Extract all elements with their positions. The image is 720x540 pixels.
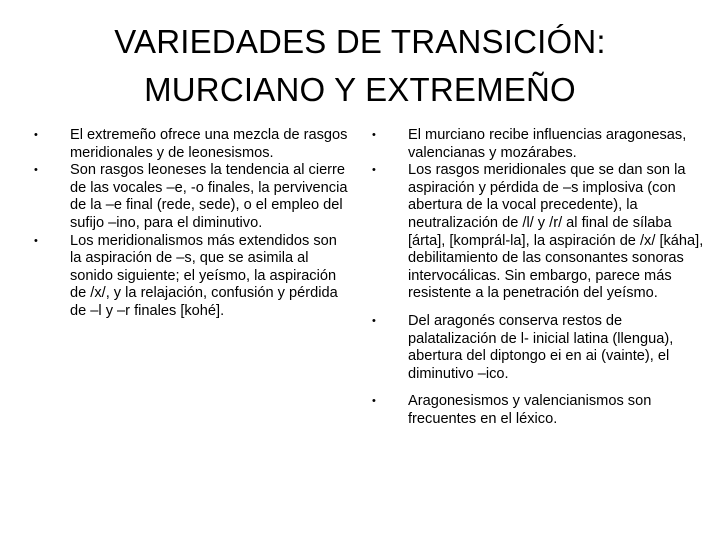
left-bullet-list (40, 127, 352, 321)
title-line-2: MURCIANO Y EXTREMEÑO (144, 71, 576, 108)
title-line-1: VARIEDADES DE TRANSICIÓN: (114, 23, 606, 60)
right-bullet-2: • Los rasgos meridionales que se dan son la aspiración y pérdida de –s implosiva (con abertura de la vocal precedente), la neutralización de /l/ y /r/ al final de sílaba [árta], [komprál-la], la aspiración de /x/ [káha], debilitamiento de las consonantes sonoras intervocálicas. Sin embargo, parece más resistente a la penetración del yeísmo. (378, 162, 704, 303)
right-bullet-list (378, 127, 704, 429)
right-bullet-1: • El murciano recibe influencias aragonesas, valencianas y mozárabes. (378, 127, 704, 162)
left-bullet-3: • Los meridionalismos más extendidos son la aspiración de –s, que se asimila al sonido siguiente; el yeísmo, la aspiración de /x/, y la relajación, confusión y pérdida de –l y –r finales [kohé]. (40, 233, 352, 321)
left-bullet-2: • Son rasgos leoneses la tendencia al cierre de las vocales –e, -o finales, la pervivencia de la –e final (rede, sede), o el empleo del sufijo –ino, para el diminutivo. (40, 162, 352, 232)
right-bullet-4: • Aragonesismos y valencianismos son frecuentes en el léxico. (378, 393, 704, 428)
right-bullet-3: • Del aragonés conserva restos de palatalización de l- inicial latina (llengua), abertura del diptongo ei en ai (vainte), el diminutivo –ico. (378, 313, 704, 383)
slide-title (40, 18, 680, 114)
left-bullet-1: • El extremeño ofrece una mezcla de rasgos meridionales y de leonesismos. (40, 127, 352, 162)
